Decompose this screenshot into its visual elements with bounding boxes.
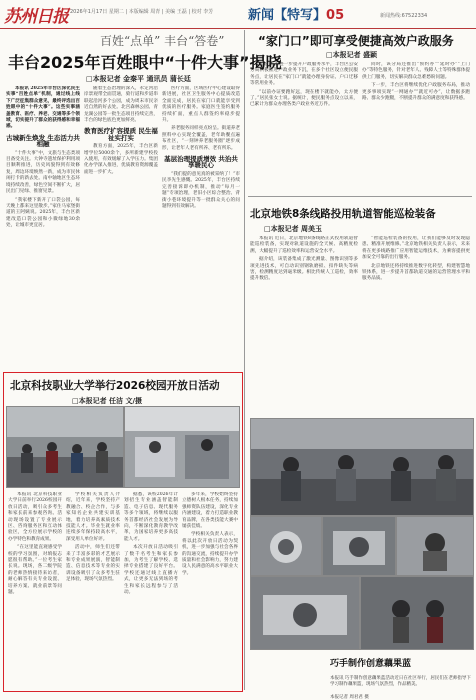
paragraph: 活动中，师生们还带来了丰富多彩的才艺展示和专业成果展演，智能制造、信息技术等专业的实训设备吸引了众多考生驻足体验，现场气氛热烈。 <box>66 545 120 583</box>
paragraph: 医疗方面，区域医疗中心建设取得新进展，社区卫生服务中心提质改造全面完成，居民在家门口就能享受到优质的医疗服务。家庭医生签约服务持续扩面，重点人群签约率稳步提升。 <box>162 86 240 124</box>
section-label: 新闻 <box>248 8 275 23</box>
story-lead: 本报讯 2025年丰台区深化民生实事“百姓点单”机制，通过线上线下广泛征集群众意见，最终评选出百姓眼中的“十件大事”。这些实事涵盖教育、医疗、养老、交通等多个领域，切实提升了群众的获得感和幸福感。 <box>6 86 80 130</box>
paragraph: 随着生态治理的深入，永定河沿岸景观带全面贯通，骑行道和步道串联起沿河多个公园，成为周末市民亲近自然的好去处。北宫森林公园、青龙湖公园等一批生态项目持续完善，丰台的绿色底色更加鲜亮。 <box>84 86 158 124</box>
issue-meta: 2026年1月17日 星期二 | 本版编辑 周青 | 美编 王磊 | 校对 李芳 <box>70 9 214 15</box>
right-story-2-column-1 <box>250 236 358 410</box>
story-column-2 <box>84 86 158 366</box>
section-subtitle-1: 古城新生焕发 生态活力共相融 <box>6 133 80 149</box>
paragraph: “智能巡检装备的投用，让我们能够及时发现隐患、精准开展维修。”北京地铁相关负责人表示，未来将在更多线路推广应用智能运维技术，为乘客提供更加安全可靠的出行服务。 <box>362 236 470 261</box>
paragraph: 多年来，学校始终坚持立德树人根本任务，持续加强师资队伍建设，深化专业内涵建设，着力打造职业教育品牌，在各类技能大赛中屡获佳绩。 <box>182 492 238 530</box>
masthead <box>0 0 476 29</box>
photo-caption-note: 本报讯 巧手制作创意藕果蓝活动近日在社区举行，居民们在老师指导下学习制作藕果篮，现场气氛热烈，作品精美。 <box>330 676 471 687</box>
column-divider <box>244 30 245 690</box>
story-byline: □本报记者 金秦平 通讯员 蒲长廷 <box>86 75 191 83</box>
paragraph: 同时，该分局还推出“预约办”“延时办”“上门办”等特色服务，针对老年人、残障人士等特殊群体提供上门服务，切实解决群众急难愁盼问题。 <box>362 62 470 80</box>
campus-photo-1 <box>6 406 124 488</box>
story-kicker: 百姓“点单” 丰台“答卷” <box>100 34 225 48</box>
craft-photo-small-5 <box>360 576 474 650</box>
paragraph: “以前办证要跑好远，现在楼下就能办，太方便了。”居民张女士说。据统计，便民服务点设立以来，已累计为群众办理各类户政业务近万件。 <box>250 89 358 108</box>
bottom-story-column-2 <box>66 492 120 686</box>
section-name: 【特写】 <box>274 8 327 23</box>
bottom-story-column-3 <box>124 492 178 686</box>
paragraph: “在这里能直观感受学校的学习氛围，对填报志愿很有帮助。”一位考生家长说。现场，各二级学院的老师热情接待来访者，耐心解答有关专业设置、培养方案、就业前景等问题。 <box>8 545 62 596</box>
paragraph: 本报讯 近日，北京地铁8条线路正式投用轨道智能巡检装备，实现对轨道设施的全天候、高精度检测，大幅提升了巡检效率和运营安全水平。 <box>250 236 358 254</box>
paragraph: 北京地铁还将持续推进数字化转型，构建智慧地铁体系，进一步提升首都轨道交通的运营管理水平和服务品质。 <box>362 263 470 282</box>
section-subtitle-3: 基层治理提质增效 共治共享暖民心 <box>164 155 238 170</box>
bottom-story-byline: □本报记者 任洁 文/摄 <box>72 397 143 405</box>
right-story-1-column-1 <box>250 62 358 190</box>
right-story-1-byline: □本报记者 盛颖 <box>326 51 378 59</box>
photo-caption-title: 巧手制作创意藕果蓝 <box>330 659 412 669</box>
craft-photo-small-4 <box>250 576 360 650</box>
bottom-story-column-4 <box>182 492 238 686</box>
craft-photo-small-2 <box>322 516 396 576</box>
newspaper-logo: 苏州日报 <box>4 7 68 27</box>
paragraph: 本报讯 为进一步提升户政服务水平，丰台区公安分局积极推进户政业务下沉，在多个社区设立便民服务点，让居民在“家门口”就能办理身份证、户口迁移等常用业务。 <box>250 62 358 87</box>
right-story-1-headline: “家门口”即可享受便捷高效户政服务 <box>258 34 454 48</box>
paragraph: 学校相关负责人表示，将以此次开放日活动为契机，进一步加强与社会各界的沟通交流，持续提升办学质量和社会影响力，努力建设人民满意的高水平职业大学。 <box>182 532 238 576</box>
paragraph: 据悉，该校2026年计划招生专业涵盖智能制造、电子信息、现代服务等多个领域，将继续以服务首都经济社会发展为导向，不断深化教育教学改革，为国家培养更多高技能人才。 <box>124 492 178 542</box>
right-story-2-column-2 <box>362 236 470 410</box>
section-divider <box>248 196 472 197</box>
page-number: 05 <box>326 8 345 23</box>
paragraph: “十件大事”中，文旅与生态类项目备受关注。大钟寺遗址保护利用项目顺利推进，历史风貌得到有效修复，周边环境焕然一新，成为市民休闲打卡的新去处。南中轴地区生态环境持续改善，绿色空间不断扩大，居民出门见绿、推窗见景。 <box>6 150 80 195</box>
photo-credit: 本报记者 周君君 摄 <box>330 695 369 700</box>
paragraph: 本报讯 北京科技职业大学日前举行2026校园开放日活动，吸引众多考生和家长前来参观咨询。活动现场设置了专业展示区、咨询服务区和互动体验区，全方位展示学校的办学特色和教育成果。 <box>8 492 62 542</box>
paragraph: 据介绍，该装备集成了激光测量、图像识别等多项先进技术，可自动识别钢轨磨损、扣件缺失等病害，检测精度达到毫米级。相比传统人工巡检，效率提升数倍。 <box>250 257 358 282</box>
story-headline: 丰台2025年百姓眼中“十件大事”揭晓 <box>8 53 282 72</box>
paragraph: “我家楼下新开了口袋公园，每天晚上都来这里散步。”家住马家堡街道的王阿姨说。2025年，丰台区新建改造口袋公园和小微绿地30余处，让城市更宜居。 <box>6 197 80 229</box>
section-subtitle-2: 教育医疗扩容提质 民生福祉实打实 <box>84 127 158 142</box>
paragraph: 本次开放日活动吸引了数千名考生和家长参加，为考生了解学校、选择专业搭建了良好平台。学校还通过线上直播方式，让更多无法到场的考生和家长远程参与了活动。 <box>124 545 178 596</box>
right-story-2-byline: □本报记者 周美玉 <box>264 225 323 233</box>
news-hotline: 新闻热线:67522334 <box>380 13 428 19</box>
story-column-1 <box>6 86 80 366</box>
right-story-2-headline: 北京地铁8条线路投用轨道智能巡检装备 <box>250 208 436 220</box>
paragraph: 学校相关负责人介绍，近年来，学校坚持产教融合、校企合作，与多家知名企业共建实训基地，着力培养高素质技术技能人才。毕业生就业率连续多年保持较高水平，深受用人单位好评。 <box>66 492 120 542</box>
craft-photo-main <box>250 418 474 516</box>
craft-photo-small-1 <box>250 516 322 576</box>
bottom-story-column-1 <box>8 492 62 686</box>
paragraph: 养老服务同样亮点纷呈。街道养老照料中心实现全覆盖，老年助餐点遍布社区，“一刻钟养老服务圈”逐步成形，让老年人老有所养、老有所乐。 <box>162 126 240 151</box>
bottom-story-headline: 北京科技职业大学举行2026校园开放日活动 <box>10 380 220 392</box>
paragraph: 下一步，丰台区将继续优化户政服务布局，推动更多事项实现“一网通办”“就近可办”，让数据多跑路、群众少跑腿，不断提升群众的满意度和获得感。 <box>362 83 470 102</box>
section-title <box>248 4 344 23</box>
campus-photo-2 <box>124 406 240 488</box>
story-column-3 <box>162 86 240 366</box>
paragraph: 教育方面，2025年，丰台区新增学位5000余个，多所新建学校投入使用，有效缓解了入学压力。集团化办学深入推进，优质教育资源覆盖面进一步扩大。 <box>84 144 158 175</box>
paragraph: “我们提的意见真的被采纳了！”市民李先生感慨。2025年，丰台区持续完善接诉即办机制，推动“每月一题”专项治理，老旧小区综合整治、背街小巷环境提升等一批群众关心的问题得到有效解决。 <box>162 171 240 209</box>
craft-photo-small-3 <box>396 516 474 576</box>
right-story-1-column-2 <box>362 62 470 190</box>
